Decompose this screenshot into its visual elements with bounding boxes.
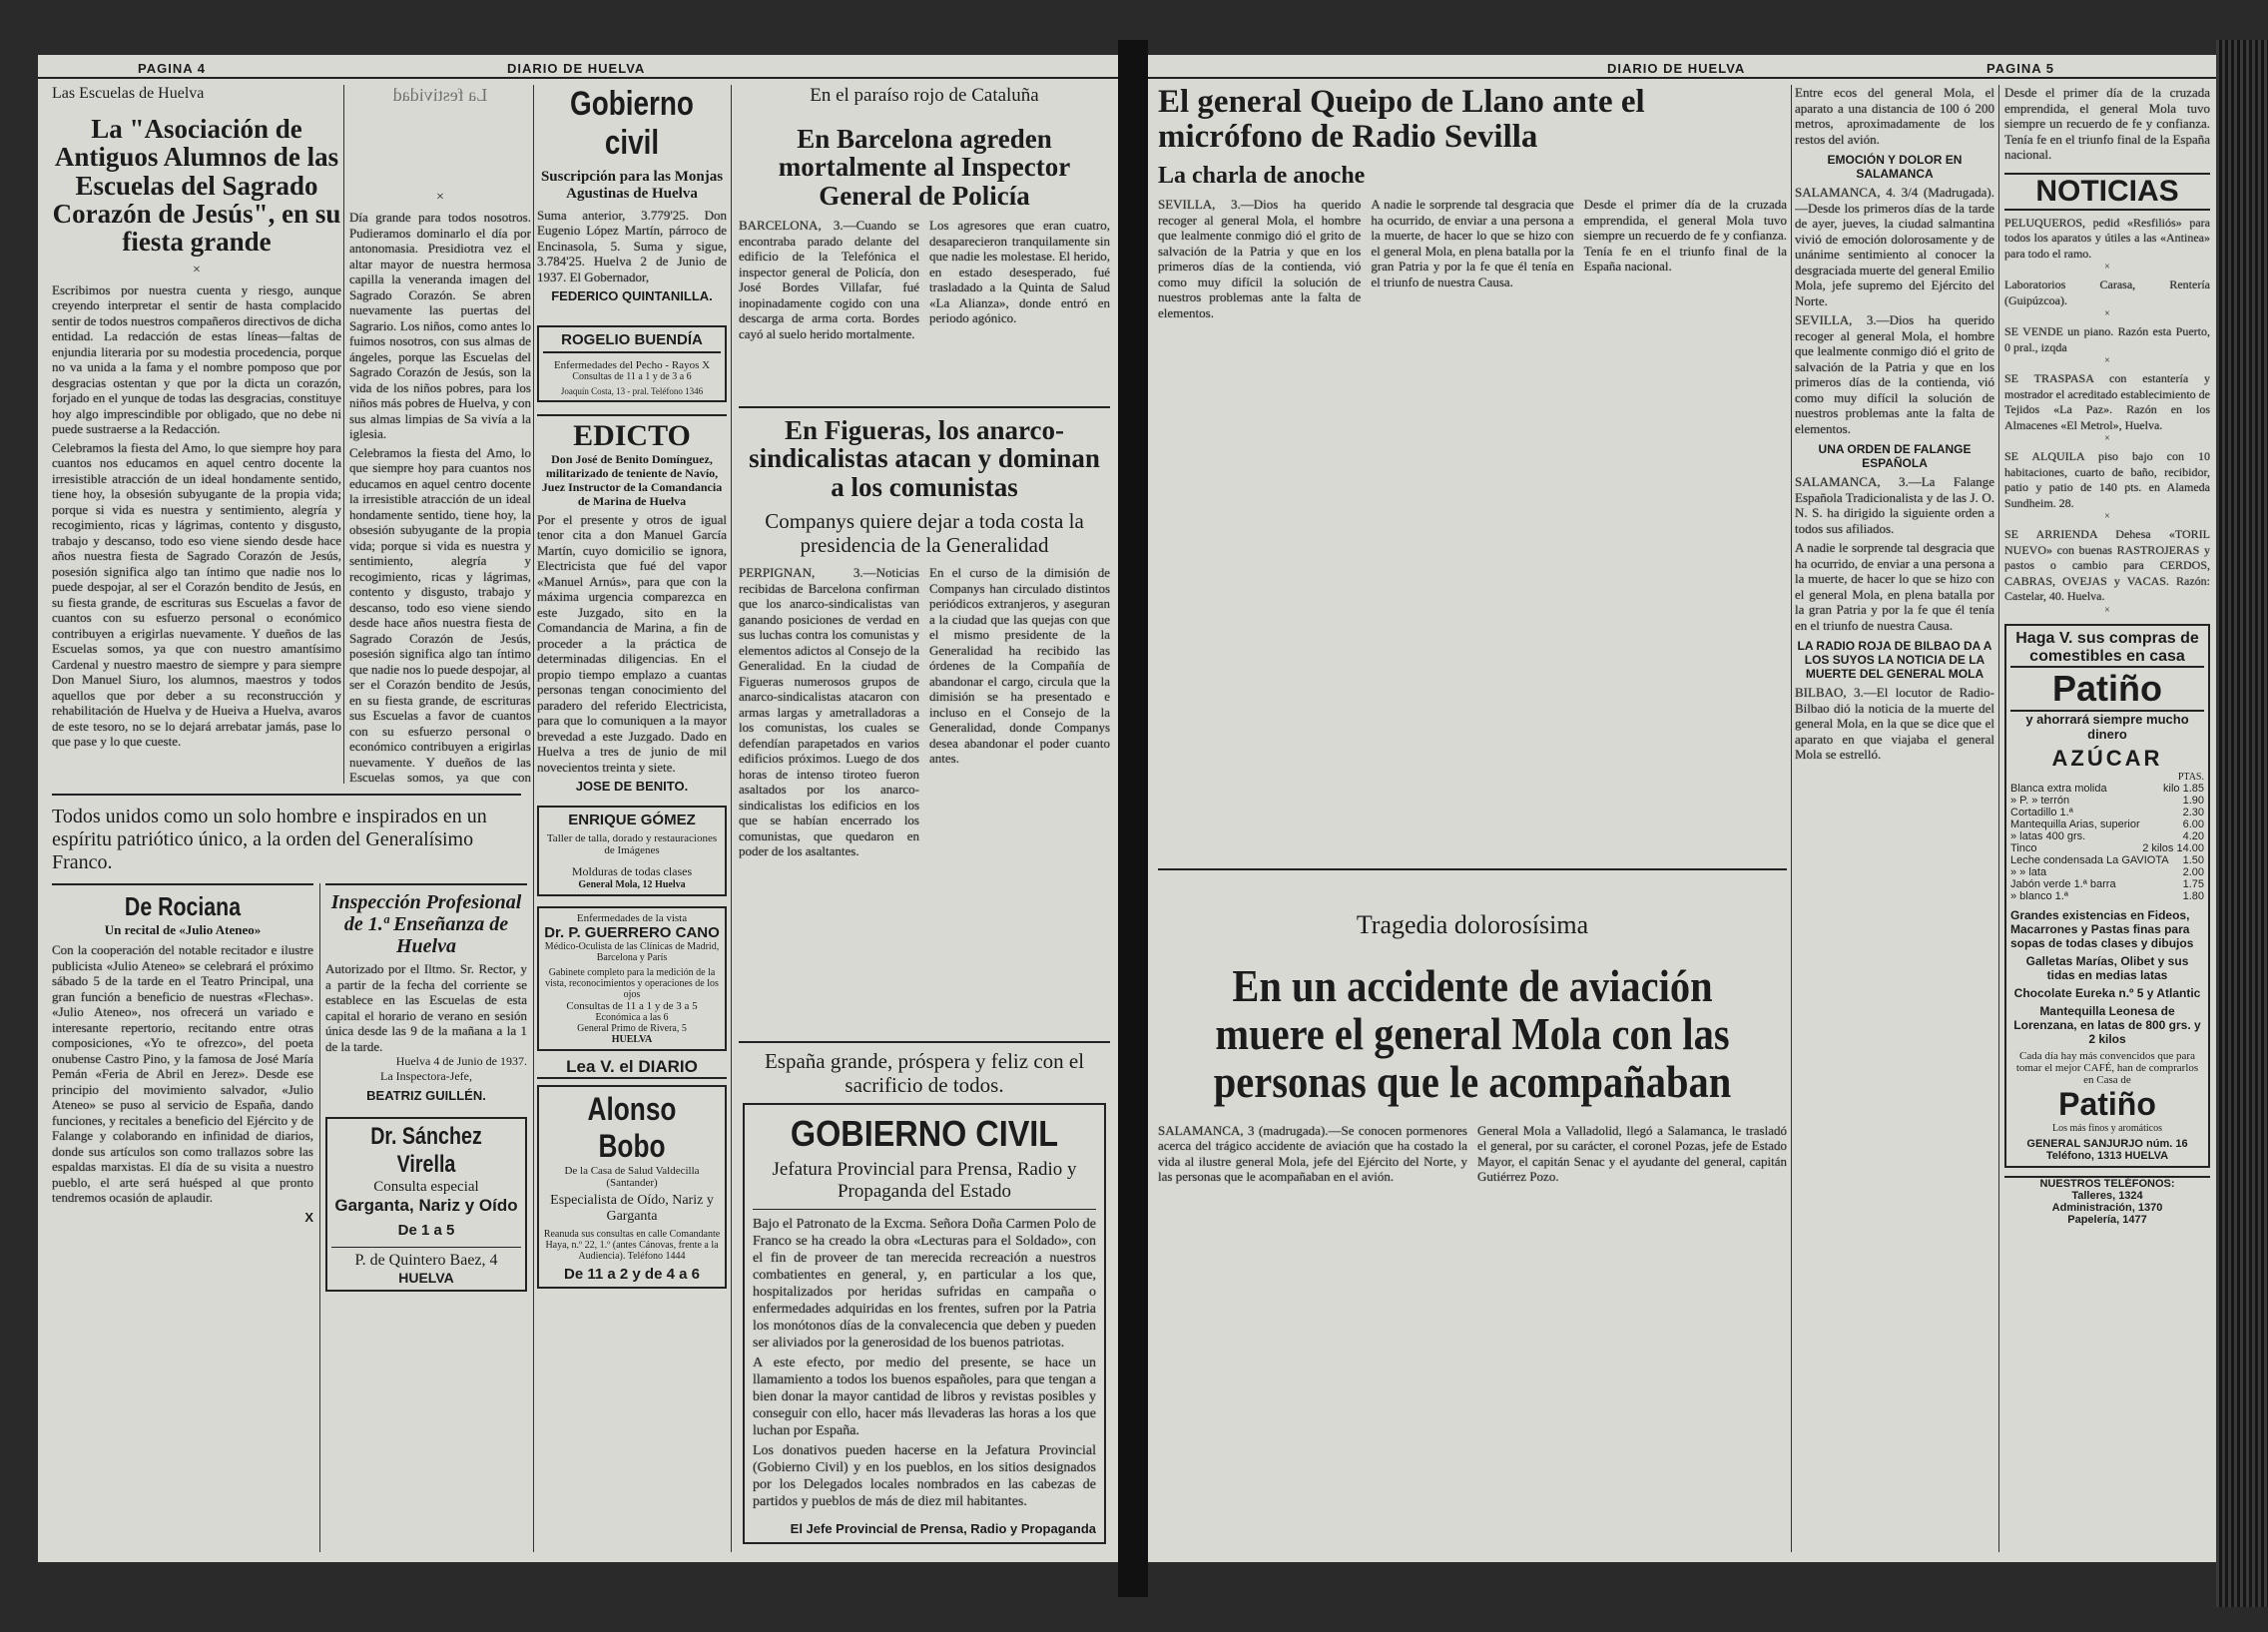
patino-product: AZÚCAR <box>2051 745 2163 771</box>
tragedia-kicker: Tragedia dolorosísima <box>1356 910 1589 939</box>
separator-mark: × <box>2104 433 2110 444</box>
espana-grande-text: España grande, próspera y feliz con el sacrificio de todos. <box>764 1049 1085 1097</box>
virella-line4: P. de Quintero Baez, 4 <box>331 1247 521 1270</box>
patino-name: Patiño <box>2010 666 2204 712</box>
patino-line6: Mantequilla Leonesa de Lorenzana, en latas de 800 grs. y 2 kilos <box>2013 1003 2201 1046</box>
noticias-lead: Desde el primer día de la cruzada emprendida, el general Mola tuvo siempre un recuerdo de fe y confianza. Tenía fe en el triunfo final de la España nacional. <box>2004 85 2210 162</box>
guerrero-line3: Consultas de 11 a 1 y de 3 a 5 <box>566 1000 698 1012</box>
salamanca-column <box>1795 85 1994 1552</box>
edicto-headline: EDICTO <box>537 414 727 452</box>
salamanca-section: EMOCIÓN Y DOLOR EN SALAMANCA <box>1827 153 1963 181</box>
inspeccion-date: Huelva 4 de Junio de 1937. <box>395 1054 527 1068</box>
festividad-headline: La festividad <box>392 85 488 105</box>
noticias-list <box>2004 216 2210 616</box>
gomez-ad <box>537 806 727 896</box>
salamanca-body-3: SALAMANCA, 3.—La Falange Española Tradicionalista y de las J. O. N. S. ha dirigido la siguiente orden a todos sus afiliados. <box>1795 474 1994 536</box>
guerrero-ad <box>537 906 727 1051</box>
price-value: 2 kilos 14.00 <box>2142 841 2204 854</box>
guerrero-line4: Económica a las 6 <box>595 1012 669 1023</box>
masthead-rule <box>38 77 1118 79</box>
gobierno-civil-box <box>743 1103 1106 1544</box>
escuelas-headline: La "Asociación de Antiguos Alumnos de las Escuelas del Sagrado Corazón de Jesús", en su fiesta grande <box>52 114 341 258</box>
buendia-name: ROGELIO BUENDÍA <box>543 331 721 353</box>
figueras-subhead: Companys quiere dejar a toda costa la presidencia de la Generalidad <box>765 509 1084 558</box>
patino-line9: GENERAL SANJURJO núm. 16 <box>2026 1137 2188 1150</box>
rociana-subhead: Un recital de «Julio Ateneo» <box>104 922 262 937</box>
book-gutter <box>1118 40 1148 1597</box>
separator-mark: × <box>2104 355 2110 366</box>
price-value: 1.80 <box>2182 889 2204 902</box>
gomez-name: ENRIQUE GÓMEZ <box>568 812 696 828</box>
escuelas-kicker: Las Escuelas de Huelva <box>52 85 205 102</box>
telefonos-line1: Talleres, 1324 <box>2071 1189 2143 1202</box>
rociana-body: Con la cooperación del notable recitador e ilustre publicista «Julio Ateneo» se celebrará el próximo sábado 5 de la tarde en el Teatro Principal, una gran función a beneficio de nuestras «Flechas». «Julio Ateneo», nos ofrecerá un variado e interesante repertorio, recitando entre otras composiciones, «Yo te ofrezco», del poeta onubense Castro Pino, y la famosa de José María Pemán «Feria de Abril en Jerez». Desde ese principio del movimiento salvador, «Julio Ateneo» se puso al servicio de España, dando funciones, y recitales a beneficio del Ejército y de Falange y colaborando en infinidad de diarios, donde sus artículos son como trallazos sobre las espaldas marxistas. El día de su visita a nuestro pueblo, el arte será huésped al que pronto tendremos ocasión de aplaudir. <box>52 942 313 1205</box>
cataluna-headline: En Barcelona agreden mortalmente al Inspector General de Policía <box>778 124 1071 211</box>
queipo-headline: El general Queipo de Llano ante el micrófono de Radio Sevilla <box>1158 85 1645 155</box>
price-item: » blanco 1.ª <box>2010 889 2068 902</box>
guerrero-kicker: Enfermedades de la vista <box>576 912 688 924</box>
rociana-signature: X <box>304 1209 313 1225</box>
column-rule <box>533 85 534 1552</box>
bobo-name: Alonso Bobo <box>587 1091 677 1164</box>
column-rule <box>731 85 732 1552</box>
telefonos-headline: NUESTROS TELÉFONOS: <box>2039 1177 2175 1190</box>
price-row <box>2010 830 2204 842</box>
festividad-article <box>349 85 531 784</box>
gobierno-headline: Gobierno civil <box>570 85 694 162</box>
left-masthead: DIARIO DE HUELVA <box>507 61 646 76</box>
figueras-headline: En Figueras, los anarco-sindicalistas atacan y dominan a los comunistas <box>749 415 1100 502</box>
patino-line5: Chocolate Eureka n.º 5 y Atlantic <box>2013 985 2201 1000</box>
festividad-body: Día grande para todos nosotros. Pudieramos dominarlo el día por antonomasia. Presidiotra vez el altar mayor de nuestra hermosa capilla la veneranda imagen del Sagrado Corazón. Se abren nuevamente las puertas del Sagrario. Los niños, como antes lo fuimos nosotros, con sus almas de ángeles, porque las Escuelas del Sagrado Corazón de Jesús, son la vida de los niños pobres, para los niños más pobres de Huelva, y con sus almas limpias de Sa vivía a la iglesia. <box>349 210 531 441</box>
right-masthead: DIARIO DE HUELVA <box>1607 61 1746 76</box>
price-row <box>2010 795 2204 807</box>
figueras-columns <box>739 565 1110 859</box>
queipo-columns <box>1158 197 1787 320</box>
price-row <box>2010 818 2204 830</box>
noticia-item: SE ARRIENDA Dehesa «TORIL NUEVO» con buenas RASTROJERAS y pastos o cambio para CERDOS, CABRAS, OVEJAS y VACAS. Razón: Castelar, 40. Huelva. <box>2004 527 2210 603</box>
bobo-line1: De la Casa de Salud Valdecilla (Santander) <box>564 1165 700 1189</box>
gomez-line3: General Mola, 12 Huelva <box>578 879 686 890</box>
inspeccion-signature: BEATRIZ GUILLÉN. <box>366 1088 486 1103</box>
price-item: Leche condensada La GAVIOTA <box>2010 853 2169 866</box>
queipo-body-a: SEVILLA, 3.—Dios ha querido recoger al general Mola, el hombre que lealmente conmigo dió el grito de salvación de la Patria y que en los primeros días de la contienda, vió como muy difícil la solución de nuestros problemas ante la falta de elementos. <box>1158 197 1362 320</box>
noticia-item: SE VENDE un piano. Razón esta Puerto, 0 pral., izqda <box>2004 324 2210 354</box>
tragedia-article <box>1158 868 1787 1557</box>
inspeccion-column <box>325 883 527 1552</box>
queipo-article <box>1158 85 1787 863</box>
price-item: » » lata <box>2010 865 2047 878</box>
gobierno-subhead: Suscripción para las Monjas Agustinas de Huelva <box>540 169 724 203</box>
gobierno-column <box>537 85 727 1542</box>
gobierno-signature: FEDERICO QUINTANILLA. <box>551 288 713 303</box>
salamanca-body-5: BILBAO, 3.—El locutor de Radio-Bilbao dió la noticia de la muerte del general Mola, en la que se dice que el aparato en que viajaba el general Mola se estrelló. <box>1795 685 1994 762</box>
right-folio: PAGINA 5 <box>1986 61 2054 76</box>
virella-line2: Garganta, Nariz y Oído <box>334 1196 518 1215</box>
gobierno-civil-body-2: A este efecto, por medio del presente, se hace un llamamiento a todos los buenos españoles, para que tengan a bien donar la mayor cantidad de libros y revistas posibles y conseguir con ello, hacer más llevaderas las horas a los que luchan por España. <box>753 1355 1096 1438</box>
escuelas-body-2: Celebramos la fiesta del Amo, lo que siempre hoy para cuantos nos educamos en aquel centro docente la irresistible atracción de un ideal hondamente sentido, tiene hoy, la obsesión subyugante de la propia vida; porque si vida es nuestra y sentimiento, alegría y recogimiento, ricas y lágrimas, contento y disgusto, trabajo y descanso, todo eso viene siendo desde hace años nuestra fiesta de Sagrado Corazón de Jesús, posesión significa algo tan íntimo que nadie nos lo puede despojar, al ser el Corazón bendito de Jesús, en su fiesta grande, de escrituras sus Escuelas a favor de cuantos con su esfuerzo personal o económico contribuyen a erigirlas nuevamente. Y dueños de las Escuelas somos, ya que con nuestro amantísimo Cardenal y nuestro maestro de siempre y para siempre Don Manuel Siuro, los alumnos, maestros y todos aquellos que por deber a su reconstrucción y rehabilitación de Huelva y de Hueiva a Huelva, avaros de este tesoro, no se lo dejará arrebatar jamás, pase lo que pase y lo que cueste. <box>52 439 341 750</box>
price-item: Mantequilla Arias, superior <box>2010 817 2140 830</box>
festividad-body-repeat: Celebramos la fiesta del Amo, lo que siempre hoy para cuantos nos educamos en aquel centro docente la irresistible atracción de un ideal hondamente sentido, tiene hoy, la obsesión subyugante de la propia vida; porque si vida es nuestra y sentimiento, alegría y recogimiento, ricas y lágrimas, contento y disgusto, trabajo y descanso, todo eso viene siendo desde hace años nuestra fiesta de Sagrado Corazón de Jesús, posesión significa algo tan íntimo que nadie nos lo puede despojar, al ser el Corazón bendito de Jesús, en su fiesta grande, de escrituras sus Escuelas a favor de cuantos con su esfuerzo personal o económico contribuyen a erigirlas nuevamente. Y dueños de las Escuelas somos, ya que con <box>349 444 531 784</box>
lea-diario: Lea V. el DIARIO <box>537 1057 727 1079</box>
cataluna-article <box>739 85 1110 404</box>
inspeccion-body: Autorizado por el Iltmo. Sr. Rector, y a partir de la fecha del corriente se establece en las Escuelas de esta capital el horario de verano en sesión única desde las 9 de la mañana a la 1 de la tarde. <box>325 961 527 1054</box>
patino-name-2: Patiño <box>2058 1085 2156 1122</box>
cataluna-kicker: En el paraíso rojo de Cataluña <box>810 85 1039 106</box>
patino-price-header: PTAS. <box>2177 771 2204 783</box>
espana-grande-banner <box>739 1041 1110 1097</box>
patino-line4: Galletas Marías, Olibet y sus tidas en medias latas <box>2025 953 2189 982</box>
rociana-article <box>52 883 313 1552</box>
column-rule <box>343 85 344 784</box>
price-item: » P. » terrón <box>2010 794 2070 807</box>
patino-line7: Cada día hay más convencidos que para tomar el mejor CAFÉ, han de comprarlos en Casa de <box>2015 1049 2199 1086</box>
price-row <box>2010 807 2204 818</box>
patino-line3: Grandes existencias en Fideos, Macarrones y Pastas finas para sopas de todas clases y dibujos <box>2010 907 2194 950</box>
tragedia-body-b: General Mola a Valladolid, llegó a Salamanca, le trasladó el general, por su carácter, el coronel Pozas, jefe de Estado Mayor, el capitán Senac y el ayudante del general, capitán Gutiérrez Pozo. <box>1477 1122 1787 1185</box>
queipo-subhead: La charla de anoche <box>1158 163 1366 190</box>
noticia-item: SE ALQUILA piso bajo con 10 habitaciones, cuarto de baño, recibidor, patio y patio de 140 pts. en Alameda Sundheim. 28. <box>2004 449 2210 510</box>
gobierno-civil-headline: GOBIERNO CIVIL <box>790 1113 1059 1154</box>
telefonos-line2: Administración, 1370 <box>2051 1201 2163 1214</box>
figueras-article <box>739 406 1110 1035</box>
gobierno-body: Suma anterior, 3.779'25. Don Eugenio López Martín, párroco de Encinasola, 5. Suma y sigue, 3.784'25. Huelva 2 de Junio de 1937. El Gobernador, <box>537 207 727 284</box>
gomez-line2: Molduras de todas clases <box>571 864 693 878</box>
tragedia-columns <box>1158 1123 1787 1185</box>
telefonos-line3: Papelería, 1477 <box>2067 1213 2147 1226</box>
edicto-body: Por el presente y otros de igual tenor cita a don Manuel García Martín, cuyo domicilio se ignora, Electricista que fué del vapor «Manuel Arnús», para que con la máxima urgencia comparezca en este Juzgado, sito en la Comandancia de Marina, a fin de proceder a la práctica de determinadas diligencias. En el propio tiempo emplazo a cuantas personas tengan conocimiento del paradero del referido Electricista, para que lo comuniquen a la mayor brevedad a este Juzgado. Dado en Huelva a tres de junio de mil novecientos treinta y siete. <box>537 511 727 775</box>
escuelas-article <box>52 85 341 784</box>
todos-unidos-text: Todos unidos como un solo hombre e inspirados en un espíritu patriótico único, a la orden del Generalísimo Franco. <box>52 806 487 873</box>
guerrero-line1: Médico-Oculista de las Clínicas de Madrid, Barcelona y París <box>544 941 720 963</box>
masthead-rule <box>1148 77 2216 79</box>
separator-mark: × <box>2104 262 2110 272</box>
bobo-ad <box>537 1085 727 1289</box>
price-item: Jabón verde 1.ª barra <box>2010 877 2116 890</box>
inspeccion-headline: Inspección Profesional de 1.ª Enseñanza de Huelva <box>330 891 522 957</box>
price-value: 1.90 <box>2182 794 2204 807</box>
price-row <box>2010 890 2204 902</box>
bobo-line3: Reanuda sus consultas en calle Comandante Haya, n.º 22, 1.º (antes Cánovas, frente a la Audiencia). Teléfono 1444 <box>543 1229 721 1262</box>
gobierno-civil-signature: El Jefe Provincial de Prensa, Radio y Propaganda <box>790 1521 1096 1536</box>
guerrero-line5: General Primo de Rivera, 5 <box>577 1023 687 1034</box>
bobo-line4: De 11 a 2 y de 4 a 6 <box>564 1266 700 1283</box>
todos-unidos-banner <box>52 794 521 873</box>
patino-line1: Haga V. sus compras de comestibles en casa <box>2015 629 2199 665</box>
left-page <box>38 55 1118 1562</box>
falange-section: UNA ORDEN DE FALANGE ESPAÑOLA <box>1818 442 1972 470</box>
price-row <box>2010 866 2204 878</box>
guerrero-line6: HUELVA <box>611 1034 653 1045</box>
separator-mark: × <box>2104 308 2110 319</box>
salamanca-body-2: SALAMANCA, 4. 3/4 (Madrugada).—Desde los primeros días de la tarde de ayer, jueves, la ciudad salmantina vivió de emoción dolorosamente y de unánime sentimiento al conocer la desgraciada muerte del general Emilio Mola, jefe supremo del Ejército del Norte. <box>1795 185 1994 308</box>
inspeccion-role: La Inspectora-Jefe, <box>380 1069 472 1083</box>
tragedia-body-a: SALAMANCA, 3 (madrugada).—Se conocen pormenores acerca del trágico accidente de aviación que ha costado la vida al ilustre general Mola, jefe del Ejército del Norte, y las personas que le acompañaban en el avión. <box>1158 1122 1467 1185</box>
guerrero-line2: Gabinete completo para la medición de la vista, reconocimientos y operaciones de los ojos <box>545 967 719 1000</box>
noticias-column <box>2004 85 2210 1552</box>
cataluna-body-b: Los agresores que eran cuatro, desaparecieron tranquilamente sin que nadie les molestase. El herido, en estado desesperado, fué trasladado a la Quinta de Salud «La Alianza», donde entró en periodo agónico. <box>929 218 1110 326</box>
telefonos-box <box>2004 1176 2210 1226</box>
salamanca-body: Entre ecos del general Mola, el aparato a una distancia de 100 ó 200 metros, aproximadamente de los restos del avión. <box>1795 85 1994 147</box>
salamanca-body-4: A nadie le sorprende tal desgracia que ha ocurrido, de enviar a una persona a la muerte, de hacer lo que se hizo con el general Mola, en plena batalla por la gran Patria y por la fe que él tenía en el triunfo de nuestra Causa. <box>1795 540 1994 633</box>
figueras-body-a: PERPIGNAN, 3.—Noticias recibidas de Barcelona confirman que los anarco-sindicalistas van ganando posiciones de verdad en sus luchas contra los comunistas y elementos adictos al Consejo de la Generalidad. En la ciudad de Figueras numerosos grupos de anarco-sindicalistas atacaron con armas largas y ametralladoras a los comunistas, los cuales se defendían parapetados en varios edificios próximos. Luego de dos horas de intenso tiroteo fueron asaltados por los anarco-sindicalistas los edificios en los que se habían encerrado los comunistas, que quedaron en poder de los asaltantes. <box>739 565 919 859</box>
cataluna-columns <box>739 218 1110 341</box>
patino-line2: y ahorrará siempre mucho dinero <box>2025 711 2189 742</box>
price-item: Cortadillo 1.ª <box>2010 806 2073 818</box>
virella-line5: HUELVA <box>398 1270 454 1286</box>
column-rule <box>319 883 320 1552</box>
virella-line3: De 1 a 5 <box>397 1222 455 1239</box>
bilbao-section: LA RADIO ROJA DE BILBAO DA A LOS SUYOS LA NOTICIA DE LA MUERTE DEL GENERAL MOLA <box>1797 639 1992 681</box>
price-value: 2.30 <box>2182 806 2204 818</box>
buendia-line2: Consultas de 11 a 1 y de 3 a 6 <box>572 371 692 382</box>
bobo-line2: Especialista de Oído, Nariz y Garganta <box>550 1193 714 1224</box>
queipo-body-c: Desde el primer día de la cruzada emprendida, el general Mola tuvo siempre un recuerdo de fe y confianza. Tenía fe en el triunfo final de la España nacional. <box>1583 197 1787 274</box>
virella-ad <box>325 1117 527 1292</box>
rociana-headline: De Rociana <box>124 891 242 921</box>
queipo-body-b: A nadie le sorprende tal desgracia que ha ocurrido, de enviar a una persona a la muerte, de hacer lo que se hizo con el general Mola, en plena batalla por la gran Patria y por la fe que él tenía en el triunfo de nuestra Causa. <box>1371 197 1574 289</box>
price-row <box>2010 878 2204 890</box>
noticia-item: SE TRASPASA con estantería y mostrador el acreditado establecimiento de Tejidos «La Paz». Razón en los Almacenes «El Metrol», Huelva. <box>2004 371 2210 432</box>
edicto-signature: JOSE DE BENITO. <box>575 779 689 794</box>
figueras-body-b: En el curso de la dimisión de Companys han circulado distintos periódicos extranjeros, y aseguran a la ciudad que las quejas con que el mismo presidente de la Generalidad ha recibido las órdenes de la Compañía de abandonar el cargo, circula que la dimisión se ha presentado e incluso en el Consejo de la Generalidad, donde Companys desea abandonar el poder cuanto antes. <box>929 565 1110 767</box>
buendia-line3: Joaquín Costa, 13 - pral. Teléfono 1346 <box>560 386 704 396</box>
price-value: 2.00 <box>2182 865 2204 878</box>
column-rule <box>1791 85 1792 1552</box>
buendia-ad <box>537 325 727 402</box>
guerrero-name: Dr. P. GUERRERO CANO <box>544 924 720 941</box>
virella-name: Dr. Sánchez Virella <box>370 1123 482 1178</box>
patino-line8: Los más finos y aromáticos <box>2052 1122 2162 1134</box>
gobierno-civil-body-3: Los donativos pueden hacerse en la Jefatura Provincial (Gobierno Civil) y en los pueblos, en los sitios designados por los Delegados locales nombrados en las cabezas de partidos y pueblos de más de diez mil habitantes. <box>753 1442 1096 1509</box>
buendia-line1: Enfermedades del Pecho - Rayos X <box>553 359 711 371</box>
noticia-item: PELUQUEROS, pedid «Resfiliós» para todos los aparatos y útiles a las «Antinea» para todo el ramo. <box>2004 215 2210 261</box>
price-value: 1.50 <box>2182 853 2204 866</box>
price-item: Blanca extra molida <box>2010 782 2107 795</box>
separator-mark: × <box>436 190 444 205</box>
price-item: » latas 400 grs. <box>2010 829 2086 842</box>
separator-mark: × <box>2104 604 2110 616</box>
patino-ad <box>2004 624 2210 1168</box>
page-edges <box>2216 40 2268 1607</box>
cataluna-body-a: BARCELONA, 3.—Cuando se encontraba parado delante del edificio de la Telefónica el inspector general de Policía, don José Bordes Villafar, fué inopinadamente cogido con una descarga de arma corta. Bordes cayó al suelo herido mortalmente. <box>739 218 919 341</box>
column-rule <box>1998 85 1999 1552</box>
price-value: kilo 1.85 <box>2163 782 2204 795</box>
edicto-subhead: Don José de Benito Domínguez, militarizado de teniente de Navío, Juez Instructor de la Comandancia de Marina de Huelva <box>541 451 723 508</box>
left-folio: PAGINA 4 <box>138 61 206 76</box>
patino-line10: Teléfono, 1313 HUELVA <box>2045 1149 2169 1162</box>
escuelas-body-1: Escribimos por nuestra cuenta y riesgo, aunque creyendo interpretar el sentir de hasta complacido sentir de todos nuestros compañeros directivos de dicha entidad. La redacción de estas líneas—faltas de enjundia literaria por su modestia procedencia, porque no va unida a la fama y el nombre pomposo que por desgracias ostentan y que por la dicta un corazón, forjado en el yunque de todas las desgracias, constituye hoy algo imprescindible por obligado, que no debe ni puede sustraerse a la Redacción. <box>52 281 341 437</box>
salamanca-body-extra: SEVILLA, 3.—Dios ha querido recoger al general Mola, el hombre que lealmente conmigo dió el grito de salvación de la Patria y que en los primeros días de la contienda, vió como muy difícil la solución de nuestros problemas ante la falta de elementos. <box>1795 312 1994 436</box>
separator-mark: × <box>2104 511 2110 522</box>
noticias-headline: NOTICIAS <box>2004 173 2210 211</box>
right-page <box>1148 55 2216 1562</box>
price-item: Tinco <box>2010 841 2037 854</box>
price-row <box>2010 854 2204 866</box>
virella-line1: Consulta especial <box>373 1179 479 1195</box>
price-row <box>2010 783 2204 795</box>
separator-mark: × <box>193 262 201 277</box>
tragedia-headline: En un accidente de aviación muere el general Mola con las personas que le acompañaban <box>1213 959 1732 1108</box>
price-row <box>2010 842 2204 854</box>
patino-price-list <box>2010 783 2204 902</box>
price-value: 4.20 <box>2182 829 2204 842</box>
gobierno-civil-body-1: Bajo el Patronato de la Excma. Señora Doña Carmen Polo de Franco se ha creado la obra «Lecturas para el Soldado», con el fin de proveer de tan merecida recreación a nuestros combatientes en general, y, en particular a los que, hospitalizados por heridas sufridas en campaña o enfermedades adquiridas en los frentes, sufren por la Patria los monótonos días de la convalecencia que deben y pueden ser aliviados por la generosidad de los buenos patriotas. <box>753 1216 1096 1351</box>
gomez-line1: Taller de talla, dorado y restauraciones de Imágenes <box>546 832 718 856</box>
price-value: 6.00 <box>2182 817 2204 830</box>
price-value: 1.75 <box>2182 877 2204 890</box>
noticia-item: Laboratorios Carasa, Rentería (Guipúzcoa). <box>2004 277 2210 307</box>
gobierno-civil-subhead: Jefatura Provincial para Prensa, Radio y Propaganda del Estado <box>753 1159 1096 1210</box>
